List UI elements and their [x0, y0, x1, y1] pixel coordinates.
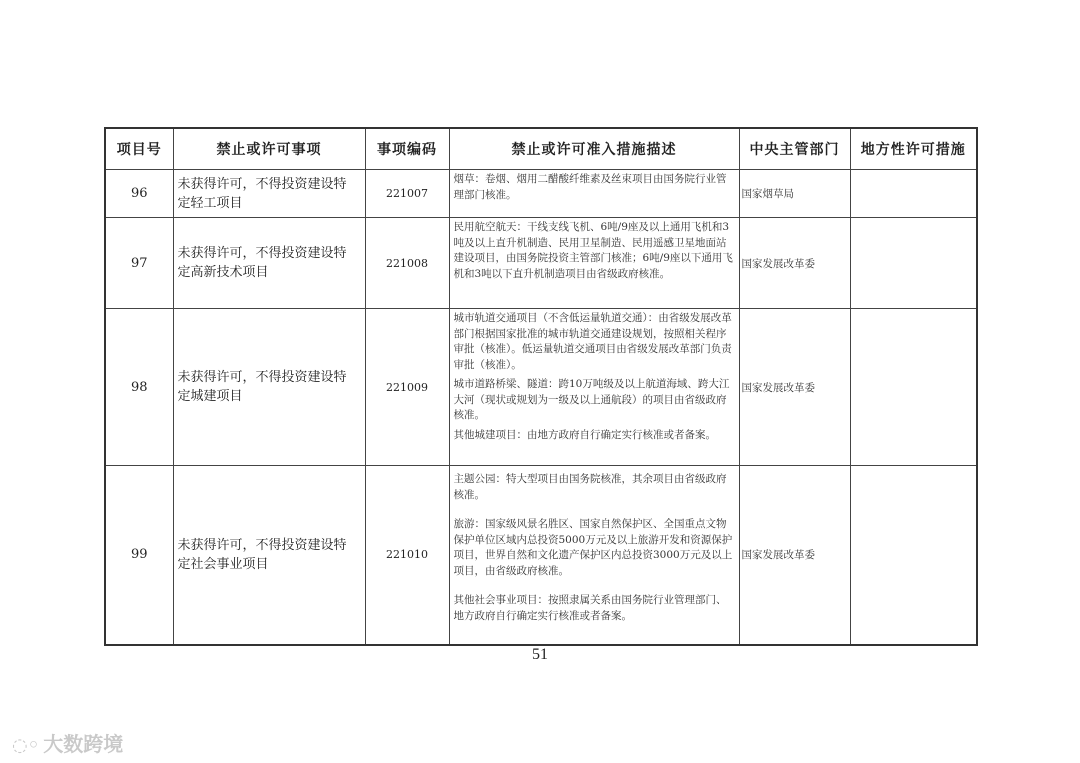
item-number: 97: [105, 218, 173, 309]
item-number: 96: [105, 170, 173, 218]
watermark-text: 大数跨境: [43, 732, 124, 756]
header-item-no: 项目号: [105, 128, 173, 170]
description-paragraph: 其他社会事业项目：按照隶属关系由国务院行业管理部门、地方政府自行确定实行核准或者备案。: [453, 594, 727, 622]
description-paragraph: 烟草：卷烟、烟用二醋酸纤维素及丝束项目由国务院行业管理部门核准。: [453, 173, 727, 201]
measure-description: [449, 309, 739, 466]
department: 国家发展改革委: [739, 218, 850, 309]
measure-description: [449, 170, 739, 218]
table-header-row: [105, 128, 977, 170]
item-code: 221008: [365, 218, 449, 309]
local-measure: [850, 218, 977, 309]
item-name: 未获得许可，不得投资建设特定社会事业项目: [173, 466, 365, 645]
item-name: 未获得许可，不得投资建设特定高新技术项目: [173, 218, 365, 309]
table-row: [105, 218, 977, 309]
department: 国家发展改革委: [739, 309, 850, 466]
page-number: 51: [532, 646, 548, 663]
header-item: 禁止或许可事项: [173, 128, 365, 170]
table-row: [105, 309, 977, 466]
item-code: 221007: [365, 170, 449, 218]
watermark-logo-icon: ◌◦: [12, 735, 40, 756]
description-paragraph: 民用航空航天：干线支线飞机、6吨/9座及以上通用飞机和3吨及以上直升机制造、民用卫星制造、民用遥感卫星地面站建设项目，由国务院投资主管部门核准；6吨/9座以下通用飞机和3吨以下直升机制造项目由省级政府核准。: [453, 221, 733, 280]
measure-description: [449, 466, 739, 645]
description-paragraph: 旅游：国家级风景名胜区、国家自然保护区、全国重点文物保护单位区域内总投资5000万元及以上旅游开发和资源保护项目，世界自然和文化遗产保护区内总投资3000万元及以上项目，由省级政府核准。: [453, 518, 733, 577]
item-number: 99: [105, 466, 173, 645]
local-measure: [850, 309, 977, 466]
description-paragraph: 城市道路桥梁、隧道：跨10万吨级及以上航道海域、跨大江大河（现状或规划为一级及以上通航段）的项目由省级政府核准。: [453, 378, 730, 421]
item-number: 98: [105, 309, 173, 466]
item-name: 未获得许可，不得投资建设特定轻工项目: [173, 170, 365, 218]
department: 国家烟草局: [739, 170, 850, 218]
item-name: 未获得许可，不得投资建设特定城建项目: [173, 309, 365, 466]
local-measure: [850, 170, 977, 218]
table-row: [105, 466, 977, 645]
permit-table: [104, 127, 978, 646]
local-measure: [850, 466, 977, 645]
description-paragraph: 城市轨道交通项目（不含低运量轨道交通）：由省级发展改革部门根据国家批准的城市轨道交通建设规划，按照相关程序审批（核准）。低运量轨道交通项目由省级发展改革部门负责审批（核准）。: [453, 312, 732, 371]
description-paragraph: 主题公园：特大型项目由国务院核准，其余项目由省级政府核准。: [453, 473, 727, 501]
department: 国家发展改革委: [739, 466, 850, 645]
item-code: 221009: [365, 309, 449, 466]
measure-description: [449, 218, 739, 309]
watermark: [12, 728, 123, 757]
table-row: [105, 170, 977, 218]
header-description: 禁止或许可准入措施描述: [449, 128, 739, 170]
item-code: 221010: [365, 466, 449, 645]
header-department: 中央主管部门: [739, 128, 850, 170]
description-paragraph: 其他城建项目：由地方政府自行确定实行核准或者备案。: [453, 428, 716, 441]
header-code: 事项编码: [365, 128, 449, 170]
header-local-measures: 地方性许可措施: [850, 128, 977, 170]
